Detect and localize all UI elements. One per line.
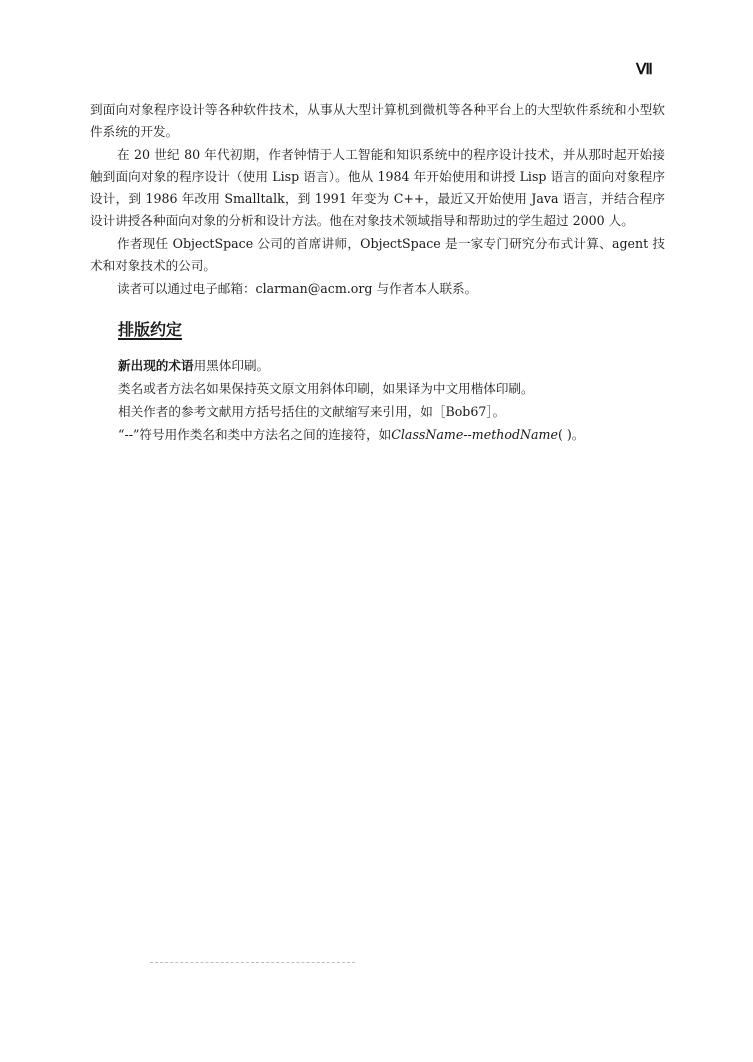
paragraph-objectspace: 作者现任 ObjectSpace 公司的首席讲师，ObjectSpace 是一家专门研究分布式计算、agent 技术和对象技术的公司。 xyxy=(90,236,665,273)
footer-divider xyxy=(150,962,355,963)
page-body xyxy=(90,99,665,446)
page-number: Ⅶ xyxy=(636,62,652,78)
convention-new-terms xyxy=(118,354,665,377)
convention-class-names: 类名或者方法名如果保持英文原文用斜体印刷，如果译为中文用楷体印刷。 xyxy=(118,381,534,396)
convention-new-terms-rest: 用黑体印刷。 xyxy=(193,358,270,373)
convention-connector xyxy=(118,423,665,446)
convention-connector-example: ClassName--methodName xyxy=(391,427,558,442)
conventions-list xyxy=(90,354,665,446)
paragraph-contact: 读者可以通过电子邮箱：clarman@acm.org 与作者本人联系。 xyxy=(117,281,478,296)
section-heading-typography: 排版约定 xyxy=(118,320,183,339)
convention-references: 相关作者的参考文献用方括号括住的文献缩写来引用，如［Bob67］。 xyxy=(118,404,506,419)
paragraph-ai-history: 在 20 世纪 80 年代初期，作者钟情于人工智能和知识系统中的程序设计技术，并从那时起开始接触到面向对象的程序设计（使用 Lisp 语言）。他从 1984 年开始使用和讲授 Lisp 语言的面向对象程序设计，到 1986 年改用 Smalltalk，到 1991 年变为 C++，最近又开始使用 Java 语言，并结合程序设计讲授各种面向对象的分析和设计方法。他在对象技术领域指导和帮助过的学生超过 2000 人。 xyxy=(90,147,665,228)
convention-new-terms-bold: 新出现的术语 xyxy=(118,358,194,373)
convention-connector-post: ( )。 xyxy=(557,427,585,442)
convention-connector-pre: “--”符号用作类名和类中方法名之间的连接符，如 xyxy=(118,427,392,442)
paragraph-career: 到面向对象程序设计等各种软件技术，从事从大型计算机到微机等各种平台上的大型软件系统和小型软件系统的开发。 xyxy=(90,102,665,139)
